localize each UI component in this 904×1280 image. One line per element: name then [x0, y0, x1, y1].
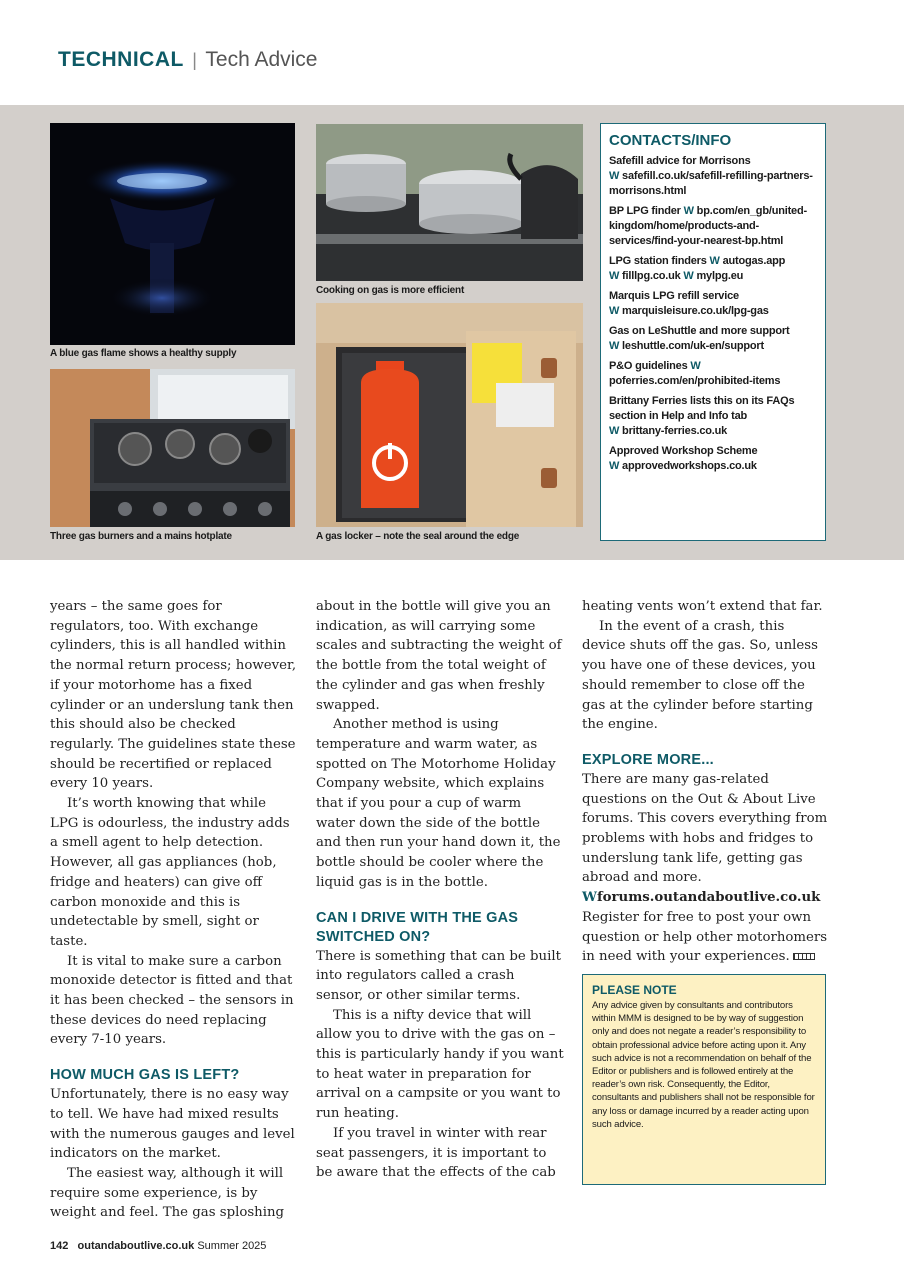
note-title: PLEASE NOTE: [592, 983, 677, 997]
end-mark-icon: [793, 953, 815, 960]
contact-url[interactable]: poferries.com/en/prohibited-items: [609, 375, 781, 387]
section-heading: EXPLORE MORE...: [582, 751, 714, 768]
cooking-caption: Cooking on gas is more efficient: [316, 285, 465, 296]
contact-label: Approved Workshop Scheme: [609, 445, 758, 457]
paragraph: If you travel in winter with rear seat passengers, it is important to be aware that the effects of the cab: [316, 1125, 556, 1181]
paragraph: Another method is using temperature and warm water, as spotted on The Motorhome Holiday Company website, which explains that if you pour a cup of warm water down the side of the bottle and then run your hand down it, the bottle should be cooler where the liquid gas is in the bottle.: [316, 717, 561, 890]
contact-label: Marquis LPG refill service: [609, 290, 739, 302]
contact-url[interactable]: mylpg.eu: [696, 270, 744, 282]
contact-url[interactable]: safefill.co.uk/safefill-refilling-partners-morrisons.html: [609, 170, 813, 197]
contact-label: Brittany Ferries lists this on its FAQs section in Help and Info tab: [609, 395, 795, 422]
paragraph: It is vital to make sure a carbon monoxide detector is fitted and that it has been checked – the sensors in these devices do need replacing every 7-10 years.: [50, 953, 294, 1048]
paragraph: The easiest way, although it will require some experience, is by weight and feel. The gas sploshing: [50, 1165, 285, 1221]
page-footer: [50, 1240, 266, 1252]
contact-entry: [609, 154, 817, 199]
contact-url[interactable]: bp.com/en_gb/united-kingdom/home/products-and-services/find-your-nearest-bp.html: [609, 205, 807, 247]
section-heading: CAN I DRIVE WITH THE GAS SWITCHED ON?: [316, 909, 519, 945]
article-column-2: [316, 597, 564, 1183]
paragraph: In the event of a crash, this device shuts off the gas. So, unless you have one of these devices, you should remember to close off the gas at the cylinder before starting the engine.: [582, 618, 818, 733]
note-body: Any advice given by consultants and contributors within MMM is designed to be by way of suggestion only and does not negate a reader’s responsibility to obtain professional advice before acting upon it. Any such advice is not a recommendation on behalf of the Editor or publishers and is followed entirely at the reader’s own risk. Consequently, the Editor, consultants and publishers shall not be responsible for any loss or damage incurred by a reader acting upon such advice.: [592, 1000, 815, 1130]
forum-link[interactable]: [582, 888, 830, 908]
please-note-box: [582, 974, 826, 1185]
web-marker: W: [582, 890, 597, 906]
contact-label: Safefill advice for Morrisons: [609, 155, 751, 167]
gas-locker-photo: [316, 303, 583, 527]
locker-caption: A gas locker – note the seal around the edge: [316, 531, 520, 542]
web-marker: W: [609, 340, 620, 352]
subsection-title: Tech Advice: [205, 48, 318, 71]
article-column-3: [582, 597, 830, 967]
contact-entry: [609, 324, 817, 354]
gas-flame-photo: [50, 123, 295, 345]
web-marker: W: [683, 205, 694, 217]
forum-url[interactable]: forums.outandaboutlive.co.uk: [596, 890, 821, 906]
contact-entry: [609, 204, 817, 249]
contacts-info-box: [600, 123, 826, 541]
contact-entry: [609, 289, 817, 319]
flame-caption: A blue gas flame shows a healthy supply: [50, 348, 237, 359]
contact-label: P&O guidelines: [609, 360, 688, 372]
paragraph: There is something that can be built into regulators called a crash sensor, or other similar terms.: [316, 948, 561, 1003]
contact-entry: [609, 359, 817, 389]
header-separator: |: [192, 50, 197, 70]
web-marker: W: [609, 460, 620, 472]
contact-label: BP LPG finder: [609, 205, 681, 217]
footer-issue: Summer 2025: [197, 1240, 267, 1252]
web-marker: W: [609, 305, 620, 317]
paragraph: There are many gas-related questions on the Out & About Live forums. This covers everything from problems with hobs and fridges to underslung tank life, getting gas abroad and more.: [582, 771, 828, 886]
section-heading: HOW MUCH GAS IS LEFT?: [50, 1067, 240, 1084]
page-number: 142: [50, 1240, 69, 1252]
paragraph-text: Register for free to post your own question or help other motorhomers in need with your experiences.: [582, 909, 828, 965]
burners-caption: Three gas burners and a mains hotplate: [50, 531, 232, 542]
paragraph: This is a nifty device that will allow you to drive with the gas on – this is particularly handy if you want to heat water in preparation for arrival on a campsite or you want to run heating.: [316, 1007, 564, 1122]
page-header: [58, 48, 318, 72]
footer-site: outandaboutlive.co.uk: [77, 1240, 195, 1252]
hob-burners-photo: [50, 369, 295, 527]
contacts-title: CONTACTS/INFO: [609, 132, 732, 149]
web-marker: W: [609, 170, 620, 182]
contact-entry: [609, 444, 817, 474]
web-marker: W: [690, 360, 701, 372]
article-column-1: [50, 597, 298, 1223]
contact-entry: [609, 394, 817, 439]
paragraph: about in the bottle will give you an indication, as will carrying some scales and subtracting the weight of the bottle from the total weight of the cylinder and gas when freshly swapped.: [316, 599, 562, 713]
contact-label: LPG station finders: [609, 255, 707, 267]
web-marker: W: [709, 255, 720, 267]
paragraph: [582, 908, 830, 967]
contact-url[interactable]: brittany-ferries.co.uk: [622, 425, 728, 437]
contact-label: Gas on LeShuttle and more support: [609, 325, 790, 337]
paragraph: It’s worth knowing that while LPG is odourless, the industry adds a smell agent to help detection. However, all gas appliances (hob, fridge and heaters) can give off carbon monoxide and this is undetectable by smell, sight or taste.: [50, 796, 290, 949]
paragraph: heating vents won’t extend that far.: [582, 599, 823, 614]
paragraph: years – the same goes for regulators, too. With exchange cylinders, this is all handled within the normal return process; however, if your motorhome has a fixed cylinder or an underslung tank then this should also be checked regularly. The guidelines state these should be recertified or replaced every 10 years.: [50, 599, 297, 792]
section-title: TECHNICAL: [58, 48, 184, 71]
paragraph: Unfortunately, there is no easy way to tell. We have had mixed results with the numerous gauges and level indicators on the market.: [50, 1087, 295, 1162]
contact-url[interactable]: filllpg.co.uk: [622, 270, 681, 282]
web-marker: W: [683, 270, 694, 282]
contact-entry: [609, 254, 817, 284]
contact-url[interactable]: marquisleisure.co.uk/lpg-gas: [622, 305, 769, 317]
web-marker: W: [609, 270, 620, 282]
cooking-pans-photo: [316, 124, 583, 281]
web-marker: W: [609, 425, 620, 437]
contact-url[interactable]: leshuttle.com/uk-en/support: [622, 340, 764, 352]
contact-url[interactable]: autogas.app: [722, 255, 786, 267]
contact-url[interactable]: approvedworkshops.co.uk: [622, 460, 757, 472]
